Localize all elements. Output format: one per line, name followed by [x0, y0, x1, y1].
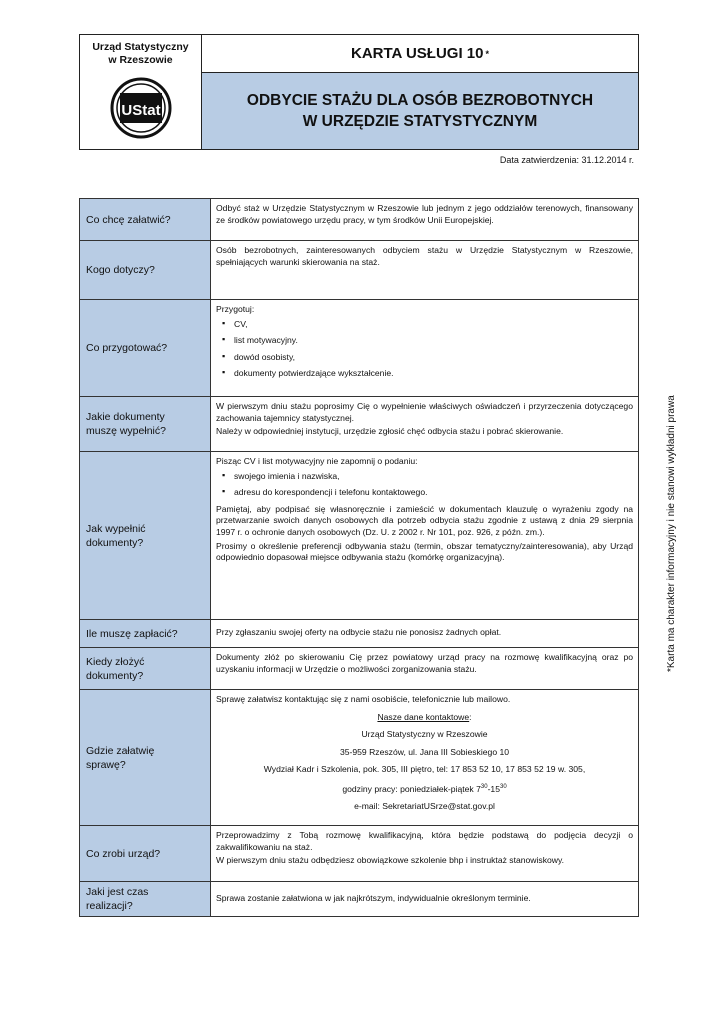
question-cell: Jakie dokumenty muszę wypełnić?: [80, 397, 211, 452]
approval-date: Data zatwierdzenia: 31.12.2014 r.: [499, 155, 634, 165]
question-cell: Jaki jest czas realizacji?: [80, 882, 211, 917]
contact-block: Nasze dane kontaktowe: Urząd Statystyczny w Rzeszowie 35-959 Rzeszów, ul. Jana III Sobieskiego 10 Wydział Kadr i Szkolenia, pok. 305, III piętro, tel: 17 853 52 10, 17 853 52 19 w. 305, godziny pracy: poniedziałek-piątek $7^{30}-15^{30}$ e-mail: SekretariatUSrze@stat.gov.pl: [216, 712, 633, 813]
header-box: [79, 34, 639, 150]
list-item: ▪ dokumenty potwierdzające wykształcenie.: [222, 368, 633, 380]
table-row: [80, 826, 639, 882]
question-cell: Gdzie załatwię sprawę?: [80, 690, 211, 826]
list-item: ▪ dowód osobisty,: [222, 352, 633, 364]
answer-cell: Pisząc CV i list motywacyjny nie zapomnij o podaniu: ▪ swojego imienia i nazwiska, ▪ adresu do korespondencji i telefonu kontaktowego. Pamiętaj, aby podpisać się własnoręcznie i zamieścić w dokumentach klauzulę o wyrażeniu zgody na przetwarzanie swoich danych osobowych dla potrzeb odbycia stażu zgodnie z ustawą z dnia 29 sierpnia 1997 r. o ochronie danych osobowych (Dz. U. z 2002 r. Nr 101, poz. 926, z późn. zm.). Prosimy o określenie preferencji odbywania stażu (termin, obszar tematyczny/zainteresowania), aby Urząd odpowiednio dopasował miejsce odbywania stażu (komórkę organizacyjną).: [211, 452, 639, 620]
answer-cell: Przygotuj: ▪ CV, ▪ list motywacyjny. ▪ dowód osobisty, ▪ dokumenty potwierdzające wykształcenie.: [211, 300, 639, 397]
table-row: [80, 397, 639, 452]
table-row: [80, 199, 639, 241]
question-cell: Co zrobi urząd?: [80, 826, 211, 882]
table-row: [80, 648, 639, 690]
question-cell: Kiedy złożyć dokumenty?: [80, 648, 211, 690]
question-cell: Co chcę załatwić?: [80, 199, 211, 241]
table-row: [80, 882, 639, 917]
ustat-logo: [110, 77, 172, 139]
title-panel: [202, 35, 638, 149]
organization-name: Urząd Statystyczny w Rzeszowie: [92, 41, 189, 66]
office-name: Urząd Statystyczny w Rzeszowie: [361, 729, 488, 740]
office-address: 35-959 Rzeszów, ul. Jana III Sobieskiego 10: [339, 746, 510, 757]
answer-cell: Przy zgłaszaniu swojej oferty na odbycie stażu nie ponosisz żadnych opłat.: [211, 620, 639, 648]
table-row: [80, 690, 639, 826]
service-info-table: [79, 198, 639, 917]
list-item: ▪ swojego imienia i nazwiska,: [222, 471, 633, 483]
table-row: [80, 452, 639, 620]
office-hours: godziny pracy: poniedziałek-piątek $7^{30}-15^{30}$: [342, 783, 507, 794]
list-item: ▪ list motywacyjny.: [222, 335, 633, 347]
table-row: [80, 241, 639, 300]
question-cell: Jak wypełnić dokumenty?: [80, 452, 211, 620]
svg-text:UStat: UStat: [120, 102, 161, 119]
table-row: [80, 620, 639, 648]
question-cell: Ile muszę zapłacić?: [80, 620, 211, 648]
list-item: ▪ adresu do korespondencji i telefonu kontaktowego.: [222, 487, 633, 499]
question-cell: Co przygotować?: [80, 300, 211, 397]
contact-heading: Nasze dane kontaktowe: [377, 711, 470, 722]
answer-cell: Sprawa zostanie załatwiona w jak najkrótszym, indywidualnie określonym terminie.: [211, 882, 639, 917]
answer-cell: Dokumenty złóż po skierowaniu Cię przez powiatowy urząd pracy na rozmowę kwalifikacyjną oraz po uzyskaniu informacji w Urzędzie o możliwości zorganizowania stażu.: [211, 648, 639, 690]
answer-cell: W pierwszym dniu stażu poprosimy Cię o wypełnienie właściwych oświadczeń i przyrzeczenia dotyczącego zachowania tajemnicy statystycznej. Należy w odpowiedniej instytucji, urzędzie zgłosić chęć odbycia stażu i pobrać skierowanie.: [211, 397, 639, 452]
list-item: ▪ CV,: [222, 319, 633, 331]
organization-panel: [80, 35, 202, 149]
answer-cell: Sprawę załatwisz kontaktując się z nami osobiście, telefonicznie lub mailowo. Nasze dane kontaktowe: Urząd Statystyczny w Rzeszowie 35-959 Rzeszów, ul. Jana III Sobieskiego 10 Wydział Kadr i Szkolenia, pok. 305, III piętro, tel: 17 853 52 10, 17 853 52 19 w. 305, godziny pracy: poniedziałek-piątek $7^{30}-15^{30}$ e-mail: SekretariatUSrze@stat.gov.pl: [211, 690, 639, 826]
contact-details-list: [216, 471, 633, 499]
legal-disclaimer-note: *Karta ma charakter informacyjny i nie stanowi wykładni prawa: [666, 395, 677, 672]
contact-email: e-mail: SekretariatUSrze@stat.gov.pl: [354, 801, 495, 812]
answer-cell: Odbyć staż w Urzędzie Statystycznym w Rzeszowie lub jednym z jego oddziałów terenowych, finansowany ze środków powiatowego urzędu pracy, w tym środków Unii Europejskiej.: [211, 199, 639, 241]
department-info: Wydział Kadr i Szkolenia, pok. 305, III piętro, tel: 17 853 52 10, 17 853 52 19 w. 305,: [263, 764, 586, 775]
question-cell: Kogo dotyczy?: [80, 241, 211, 300]
table-row: [80, 300, 639, 397]
documents-list: [216, 319, 633, 380]
answer-cell: Przeprowadzimy z Tobą rozmowę kwalifikacyjną, która będzie podstawą do podjęcia decyzji o zakwalifikowaniu na staż. W pierwszym dniu stażu odbędziesz obowiązkowe szkolenie bhp i instruktaż stanowiskowy.: [211, 826, 639, 882]
service-title: ODBYCIE STAŻU DLA OSÓB BEZROBOTNYCH W URZĘDZIE STATYSTYCZNYM: [202, 73, 638, 149]
card-title: KARTA USŁUGI 10 *: [202, 35, 638, 73]
answer-cell: Osób bezrobotnych, zainteresowanych odbyciem stażu w Urzędzie Statystycznym w Rzeszowie, spełniających warunki skierowania na staż.: [211, 241, 639, 300]
